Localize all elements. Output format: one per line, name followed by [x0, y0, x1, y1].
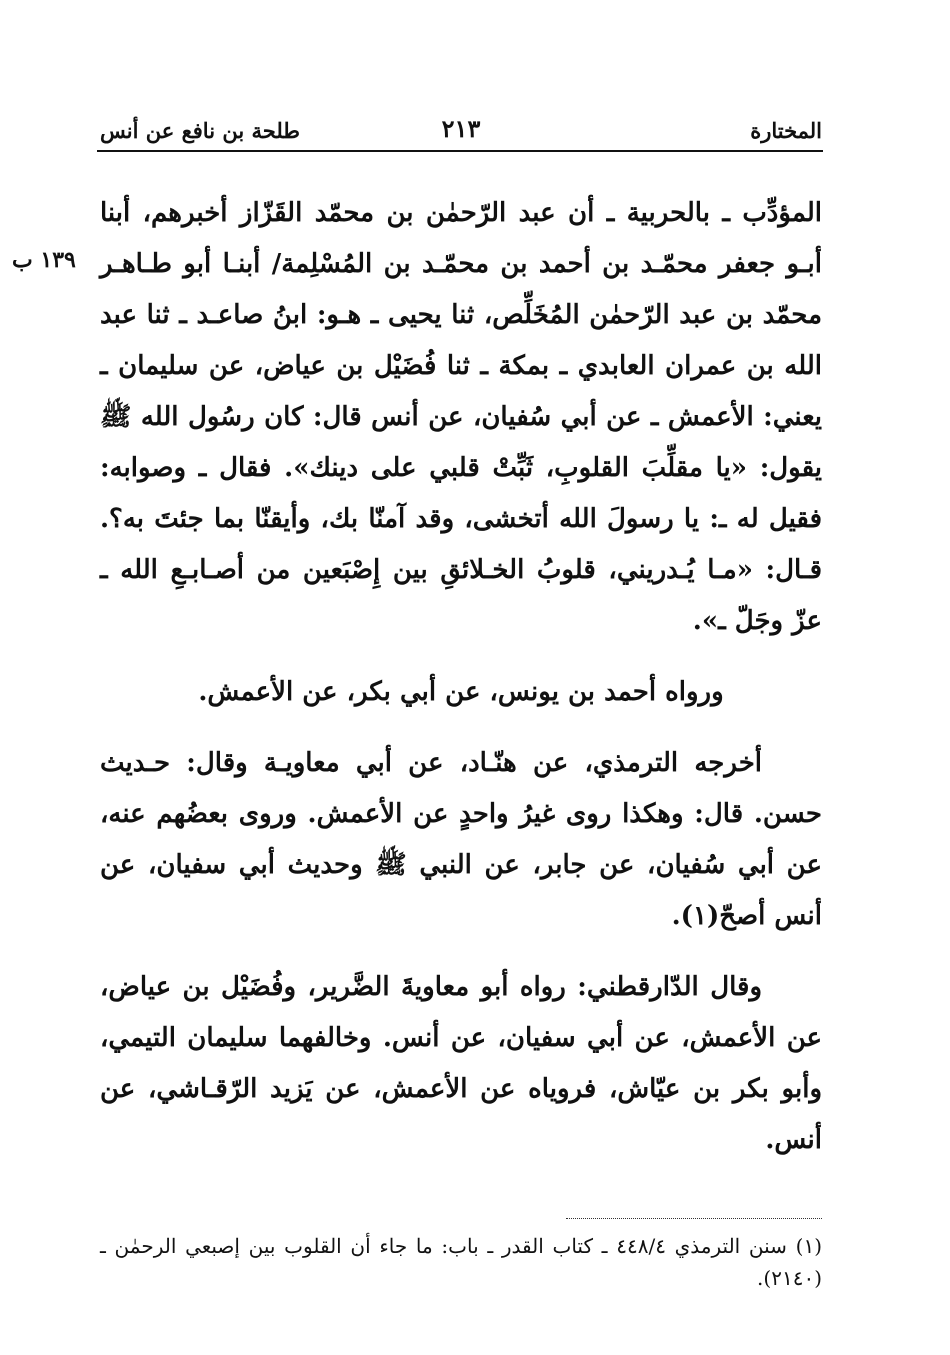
page-number: ٢١٣: [441, 114, 481, 143]
book-title: المختارة: [750, 118, 822, 143]
footnote-separator: [566, 1218, 822, 1219]
margin-folio-note: ١٣٩ ب: [12, 247, 76, 273]
footnote-text: (١) سنن الترمذي ٤٤٨/٤ ـ كتاب القدر ـ باب: ما جاء أن القلوب بين إصبعي الرحمٰن ـ (٢١٤٠).: [100, 1234, 822, 1290]
page-header: [100, 108, 822, 148]
footnote: [100, 1230, 822, 1294]
paragraph-daraqutni: وقال الدّارقطني: رواه أبو معاويةَ الضَّرير، وفُضَيْل بن عياض، عن الأعمش، عن أبي سفيان، عن أنس. وخالفهما سليمان التيمي، وأبو بكر بن عيّاش، فروياه عن الأعمش، عن يَزيد الرّقـاشي، عن أنس.: [100, 972, 822, 1155]
paragraph-hadith: المؤدِّب ـ بالحربية ـ أن عبد الرّحمٰن بن محمّد القَزّاز أخبرهم، أبنا أبـو جعفر محمّـد بن أحمد بن محمّـد بن المُسْلِمة/ أبنـا أبو طـاهـر محمّد بن عبد الرّحمٰن المُخَلِّص، ثنا يحيى ـ هـو: ابنُ صاعـد ـ ثنا عبد الله بن عمران العابدي ـ بمكة ـ ثنا فُضَيْل بن عياض، عن سليمان ـ يعني: الأعمش ـ عن أبي سُفيان، عن أنس قال: كان رسُول الله ﷺ يقول: «يا مقلِّبَ القلوبِ، ثَبِّتْ قلبي على دينك». فقال ـ وصوابه: فقيل له ـ: يا رسولَ الله أتخشى، وقد آمنّا بك، وأيقنّا بما جئتَ به؟. قـال: «مـا يُـدريني، قلوبُ الخـلائقِ بين إِصْبَعين من أصـابـعِ الله ـ عزّ وجَلّ ـ».: [100, 198, 822, 636]
paragraph-narration: ورواه أحمد بن يونس، عن أبي بكر، عن الأعمش.: [198, 677, 724, 707]
chapter-title: طلحة بن نافع عن أنس: [100, 118, 300, 143]
main-text: [100, 188, 822, 1166]
header-rule: [97, 150, 823, 152]
paragraph-tirmidhi: أخرجه الترمذي، عن هنّـاد، عن أبي معاويـة وقال: حـديث حسن. قال: وهكذا روى غيرُ واحدٍ عن الأعمش. وروى بعضُهم عنه، عن أبي سُفيان، عن جابر، عن النبي ﷺ وحديث أبي سفيان، عن أنس أصحّ(١).: [100, 748, 822, 931]
